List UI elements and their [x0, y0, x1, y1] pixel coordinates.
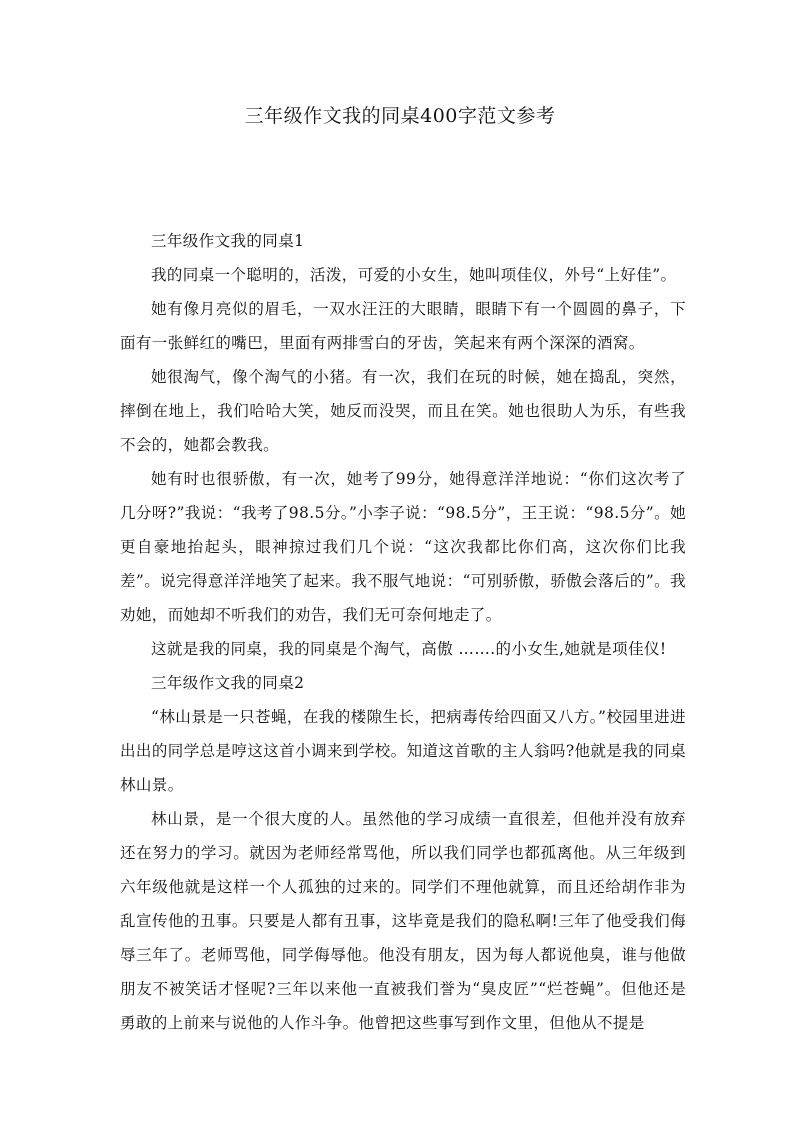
paragraph: 她有像月亮似的眉毛，一双水汪汪的大眼睛，眼睛下有一个圆圆的鼻子，下面有一张鲜红的嘴巴，里面有两排雪白的牙齿，笑起来有两个深深的酒窝。 [120, 300, 686, 352]
paragraph: 林山景，是一个很大度的人。虽然他的学习成绩一直很差，但他并没有放弃还在努力的学习。就因为老师经常骂他，所以我们同学也都孤离他。从三年级到六年级他就是这样一个人孤独的过来的。同学们不理他就算，而且还给胡作非为乱宣传他的丑事。只要是人都有丑事，这毕竟是我们的隐私啊!三年了他受我们侮辱三年了。老师骂他，同学侮辱他。他没有朋友，因为每人都说他臭，谁与他做朋友不被笑话才怪呢?三年以来他一直被我们誉为“臭皮匠”“烂苍蝇”。但他还是勇敢的上前来与说他的人作斗争。他曾把这些事写到作文里，但他从不提是 [120, 810, 686, 1032]
paragraph: 这就是我的同桌，我的同桌是个淘气，高傲 …….的小女生,她就是项佳仪! [151, 640, 667, 658]
document-title: 三年级作文我的同桌400字范文参考 [244, 105, 556, 127]
paragraph: 她有时也很骄傲，有一次，她考了99分，她得意洋洋地说：“你们这次考了几分呀?”我说：“我考了98.5分。”小李子说：“98.5分”，王王说：“98.5分”。她更自豪地抬起头，眼神掠过我们几个说：“这次我都比你们高，这次你们比我差”。说完得意洋洋地笑了起来。我不服气地说：“可别骄傲，骄傲会落后的”。我劝她，而她却不听我们的劝告，我们无可奈何地走了。 [120, 470, 686, 624]
document-body [120, 224, 686, 1040]
section-heading: 三年级作文我的同桌1 [151, 232, 305, 250]
paragraph: “林山景是一只苍蝇，在我的楼隙生长，把病毒传给四面又八方。”校园里进进出出的同学总是哼这这首小调来到学校。知道这首歌的主人翁吗?他就是我的同桌林山景。 [120, 708, 686, 794]
section-heading: 三年级作文我的同桌2 [151, 674, 305, 692]
paragraph: 我的同桌一个聪明的，活泼，可爱的小女生，她叫项佳仪，外号“上好佳”。 [151, 266, 677, 284]
paragraph: 她很淘气，像个淘气的小猪。有一次，我们在玩的时候，她在捣乱，突然，摔倒在地上，我们哈哈大笑，她反而没哭，而且在笑。她也很助人为乐，有些我不会的，她都会教我。 [120, 368, 686, 454]
